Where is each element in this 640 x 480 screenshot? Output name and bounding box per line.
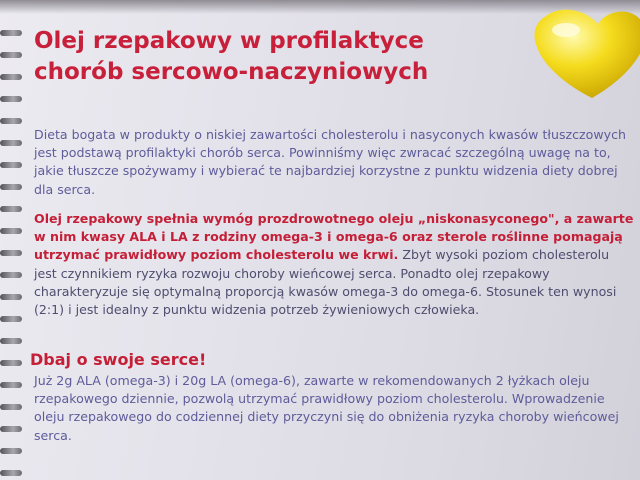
spiral-binding xyxy=(0,0,26,480)
body-text: Zbyt wysoki poziom cholesterolu jest czynnikiem ryzyka rozwoju choroby wieńcowej serca. Ponadto olej rzepakowy charakteryzuje się optymalną proporcją kwasów omega-3 do omega-6. Stosunek ten wynosi (2:1) i jest idealny z punktu widzenia potrzeb żywieniowych człowieka. xyxy=(34,247,617,318)
intro-paragraph: Dieta bogata w produkty o niskiej zawartości cholesterolu i nasyconych kwasów tłuszczowych jest podstawą profilaktyki chorób serca. Powinniśmy więc zwracać szczególną uwagę na to, jakie tłuszcze spożywamy i wybierać te najbardziej korzystne z punktu widzenia diety dobrej dla serca. xyxy=(34,127,627,197)
yellow-heart-icon xyxy=(528,2,640,102)
page-title: Olej rzepakowy w profilaktyce chorób sercowo-naczyniowych xyxy=(34,28,429,85)
closing-paragraph: Już 2g ALA (omega-3) i 20g LA (omega-6), zawarte w rekomendowanych 2 łyżkach oleju rzepakowego dziennie, pozwolą utrzymać prawidłowy poziom cholesterolu. Wprowadzenie oleju rzepakowego do codziennej diety przyczyni się do obniżenia ryzyka choroby wieńcowej serca. xyxy=(34,373,619,443)
section-subheading: Dbaj o swoje serce! xyxy=(30,350,207,369)
highlight-paragraph xyxy=(34,210,634,319)
highlight-text: Olej rzepakowy spełnia wymóg prozdrowotnego oleju „niskonasyconego", a zawarte w nim kwasy ALA i LA z rodziny omega-3 i omega-6 oraz sterole roślinne pomagają utrzymać prawidłowy poziom cholesterolu we krwi. xyxy=(34,211,634,263)
